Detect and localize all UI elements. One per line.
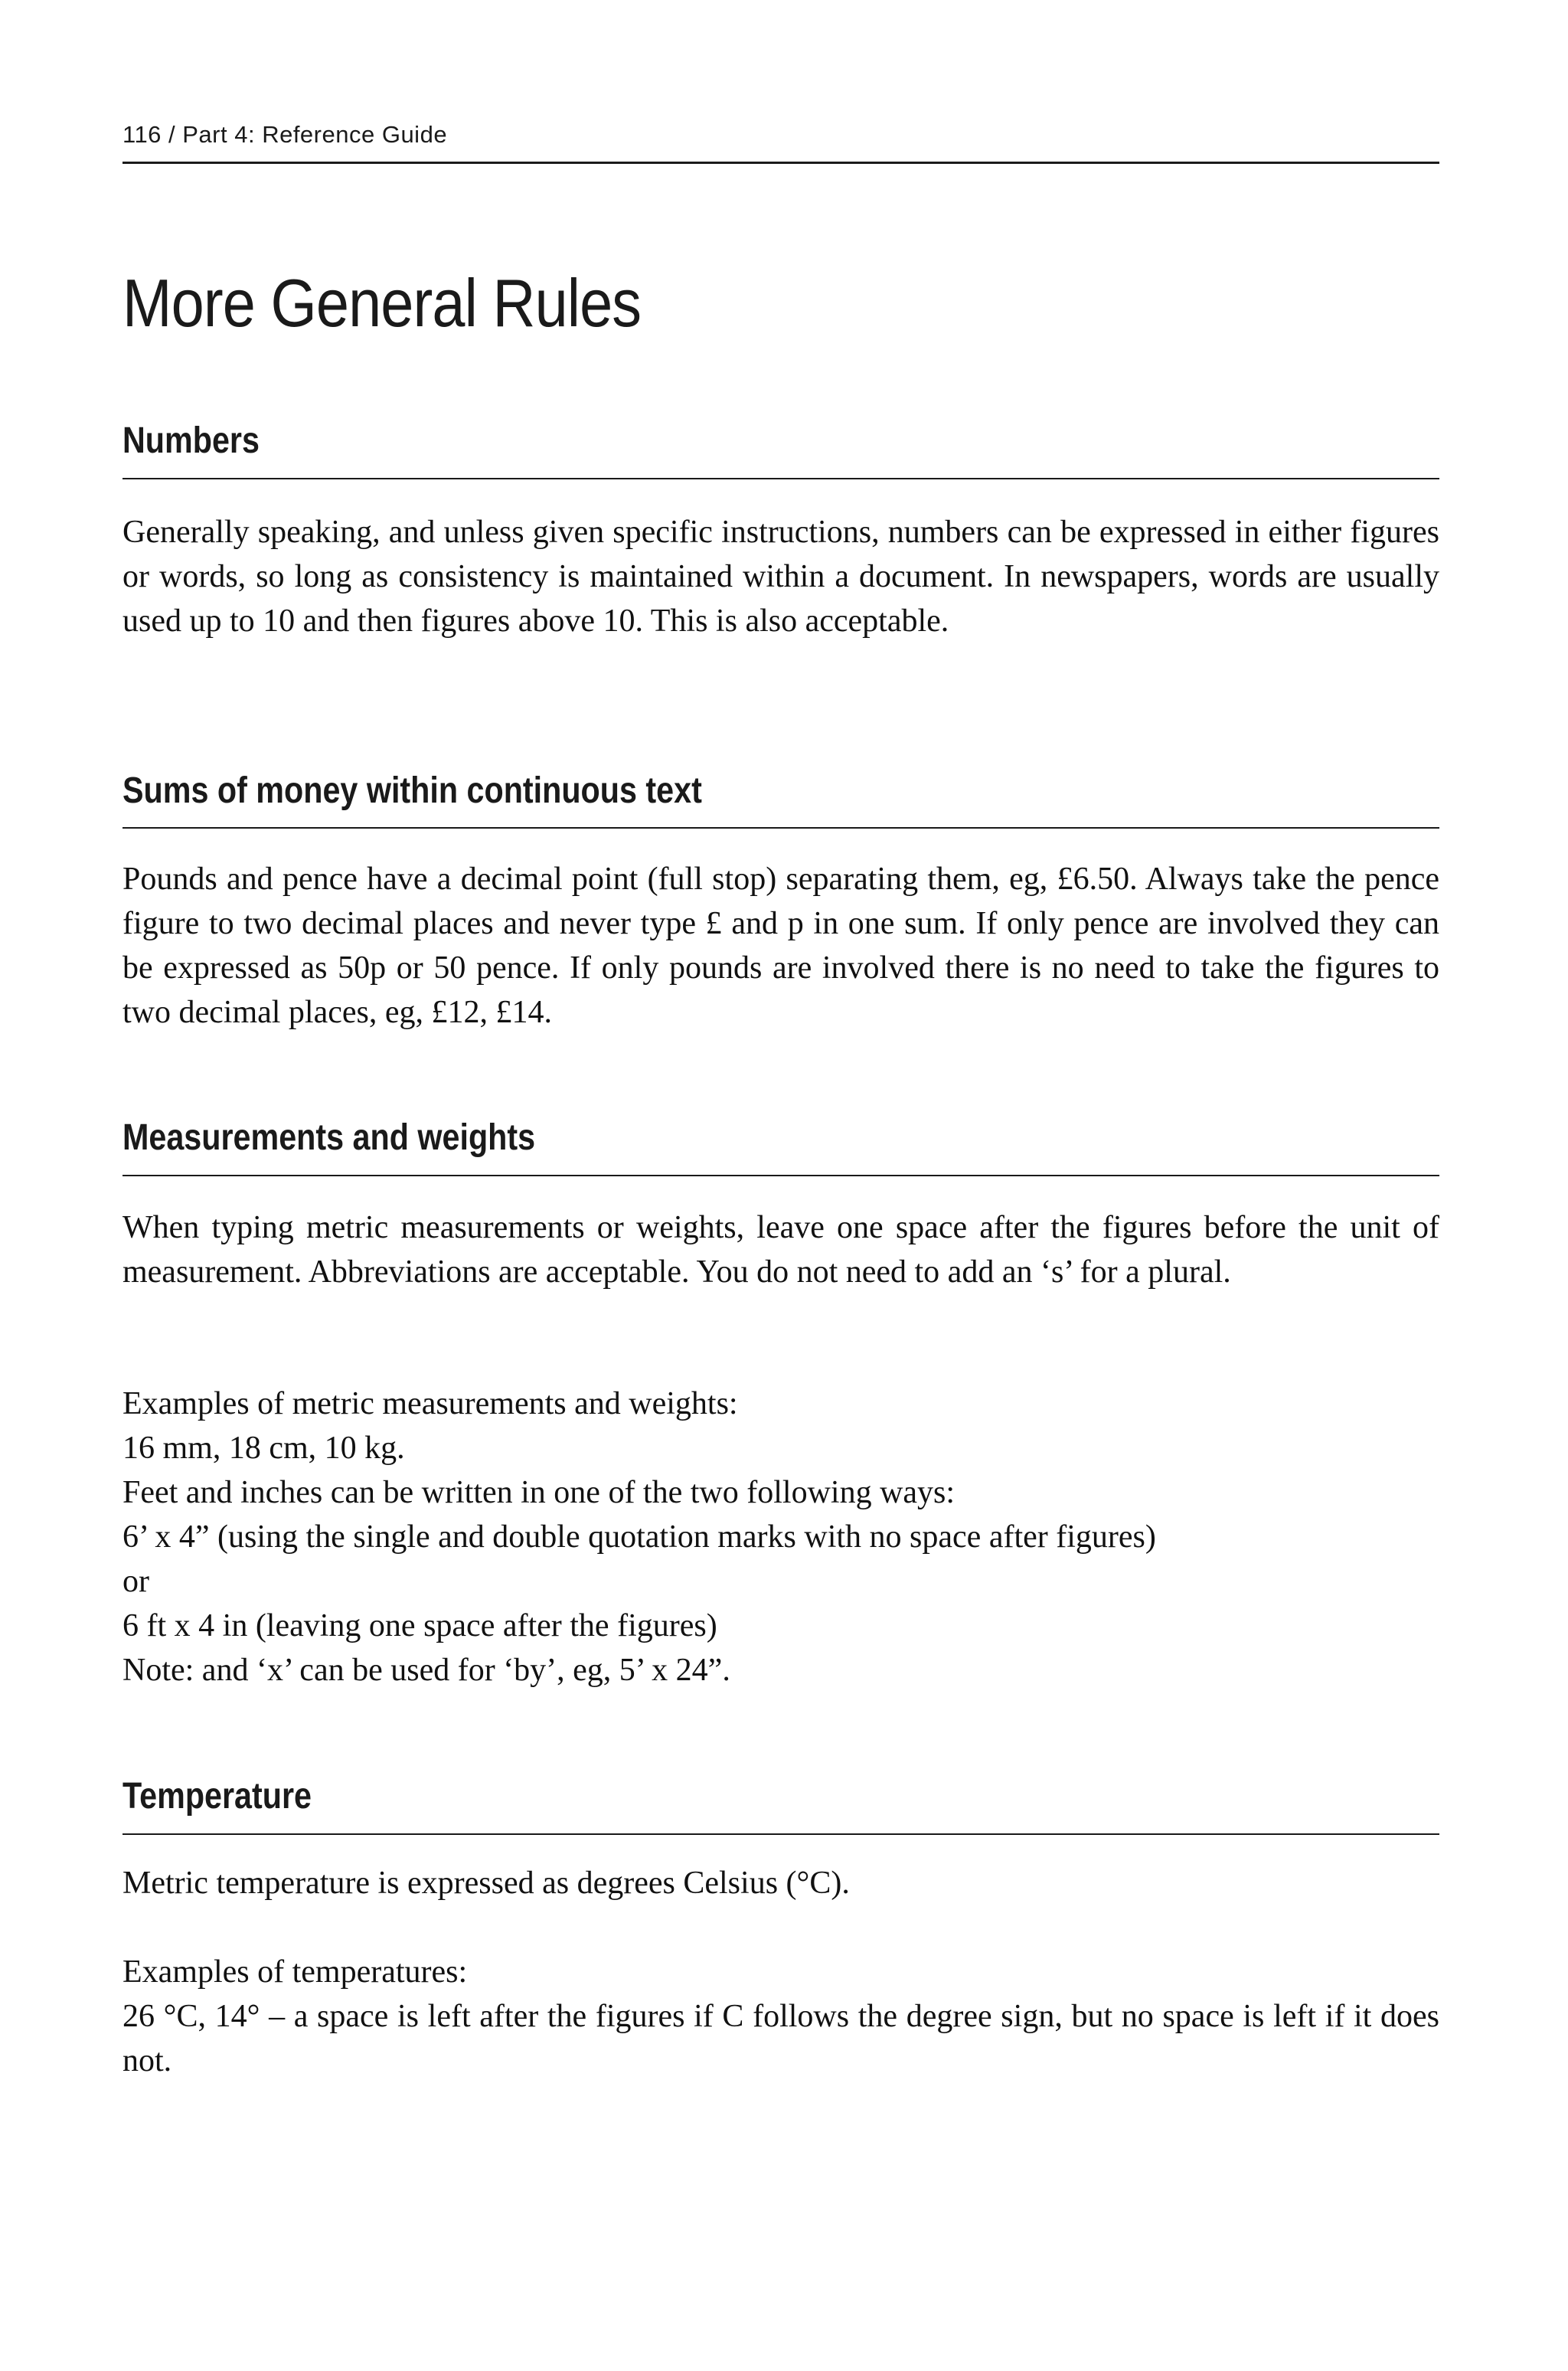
measurements-line: Examples of metric measurements and weights: bbox=[122, 1386, 738, 1421]
section-heading-temperature: Temperature bbox=[122, 1776, 312, 1817]
measurements-paragraph: When typing metric measurements or weights, leave one space after the figures before the unit of measurement. Abbreviations are acceptable. You do not need to add an ‘s’ for a plural. bbox=[122, 1210, 1439, 1290]
section-heading-measurements: Measurements and weights bbox=[122, 1117, 536, 1158]
measurements-line: 6 ft x 4 in (leaving one space after the figures) bbox=[122, 1608, 717, 1643]
numbers-paragraph: Generally speaking, and unless given specific instructions, numbers can be expressed in either figures or words, so long as consistency is maintained within a document. In newspapers, words are usually used up to 10 and then figures above 10. This is also acceptable. bbox=[122, 515, 1439, 639]
measurements-line: Note: and ‘x’ can be used for ‘by’, eg, 5’ x 24”. bbox=[122, 1653, 730, 1688]
section-rule-temperature bbox=[122, 1833, 1439, 1835]
header-rule bbox=[122, 162, 1439, 164]
section-heading-sums-of-money: Sums of money within continuous text bbox=[122, 770, 702, 811]
measurements-line: 16 mm, 18 cm, 10 kg. bbox=[122, 1431, 405, 1466]
section-heading-numbers: Numbers bbox=[122, 420, 260, 461]
section-rule-numbers bbox=[122, 478, 1439, 479]
measurements-examples bbox=[122, 1382, 1439, 1692]
temperature-examples: 26 °C, 14° – a space is left after the figures if C follows the degree sign, but no space is left if it does not. bbox=[122, 1999, 1439, 2078]
running-head: 116 / Part 4: Reference Guide bbox=[122, 121, 448, 148]
section-rule-sums-of-money bbox=[122, 827, 1439, 829]
page-title: More General Rules bbox=[122, 265, 642, 341]
measurements-line: or bbox=[122, 1564, 149, 1599]
temperature-paragraph: Metric temperature is expressed as degrees Celsius (°C). bbox=[122, 1866, 850, 1901]
temperature-examples-label: Examples of temperatures: bbox=[122, 1954, 468, 1990]
measurements-line: 6’ x 4” (using the single and double quotation marks with no space after figures) bbox=[122, 1519, 1156, 1555]
section-rule-measurements bbox=[122, 1175, 1439, 1176]
sums-of-money-paragraph: Pounds and pence have a decimal point (full stop) separating them, eg, £6.50. Always take the pence figure to two decimal places and never type £ and p in one sum. If only pence are involved they can be expressed as 50p or 50 pence. If only pounds are involved there is no need to take the figures to two decimal places, eg, £12, £14. bbox=[122, 862, 1439, 1030]
measurements-line: Feet and inches can be written in one of the two following ways: bbox=[122, 1475, 956, 1510]
